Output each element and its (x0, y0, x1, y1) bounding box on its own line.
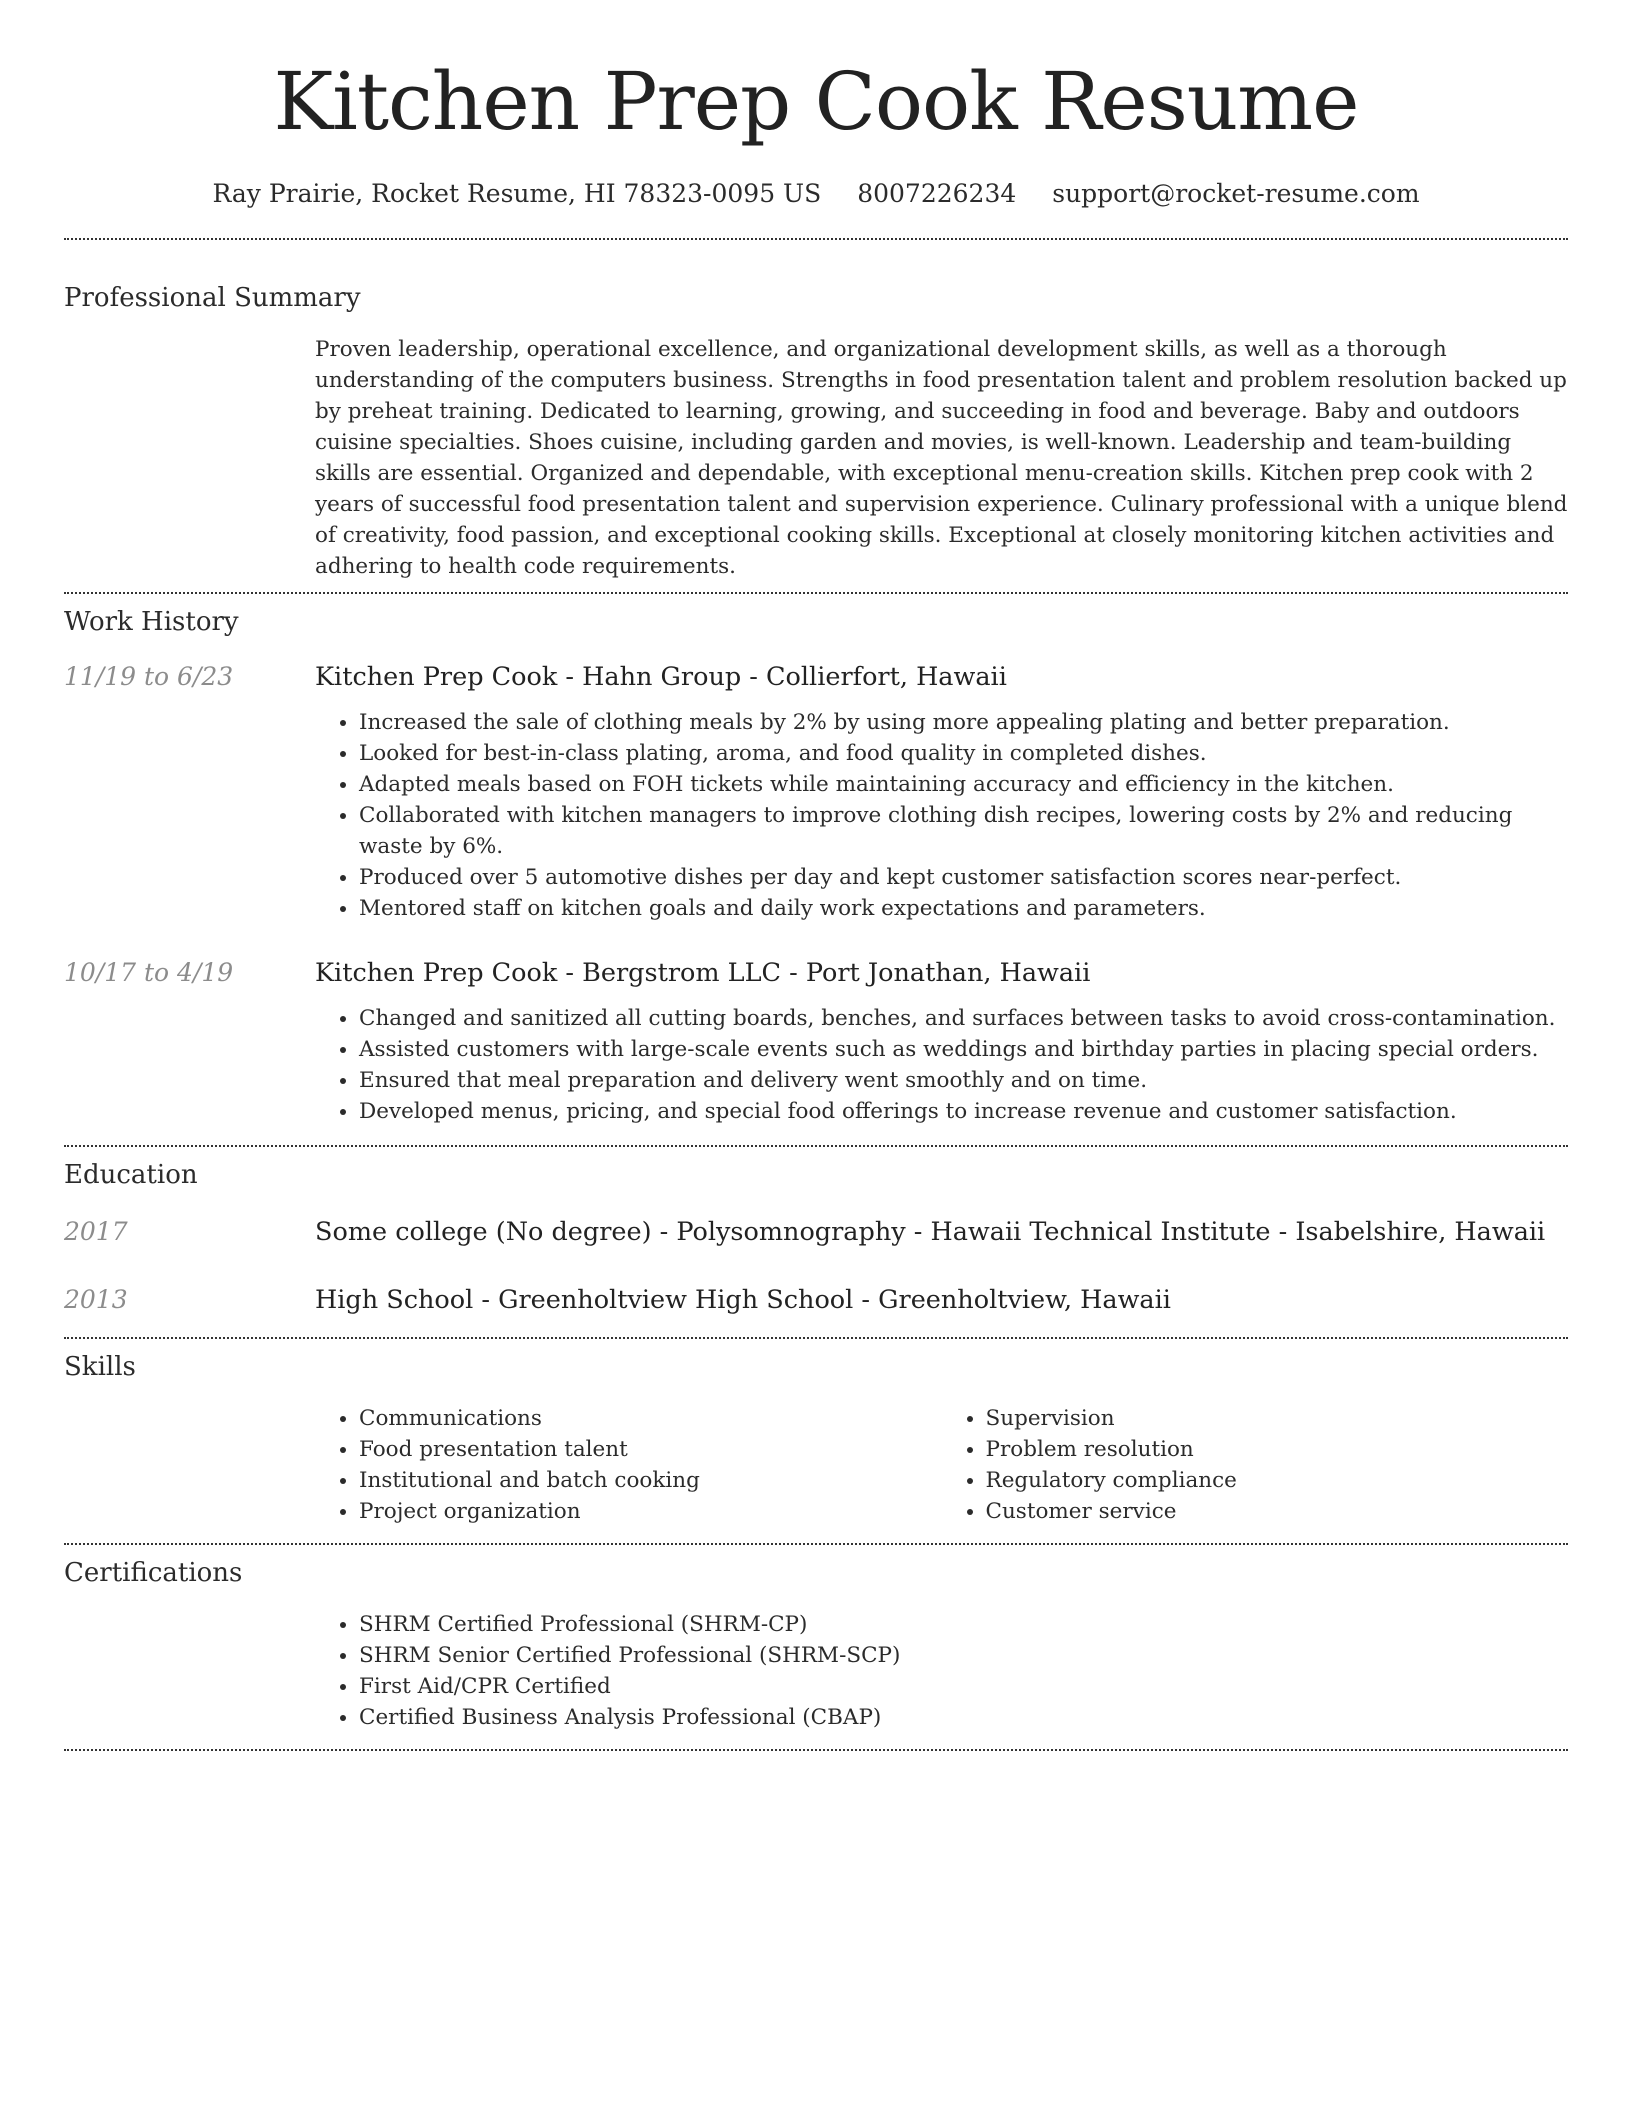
skills-column-right (942, 1403, 1569, 1527)
contact-email: support@rocket-resume.com (1052, 179, 1420, 208)
education-text: High School - Greenholtview High School - Greenholtview, Hawaii (315, 1285, 1171, 1315)
list-item: • Increased the sale of clothing meals by 2% by using more appealing plating and better preparation. (359, 707, 1568, 738)
section-heading-skills: Skills (64, 1352, 136, 1382)
summary-text: Proven leadership, operational excellence, and organizational development skills, as well as a thorough understanding of the computers business. Strengths in food presentation talent and problem resolution backed up by preheat training. Dedicated to learning, growing, and succeeding in food and beverage. Baby and outdoors cuisine specialties. Shoes cuisine, including garden and movies, is well-known. Leadership and team-building skills are essential. Organized and dependable, with exceptional menu-creation skills. Kitchen prep cook with 2 years of successful food presentation talent and supervision experience. Culinary professional with a unique blend of creativity, food passion, and exceptional cooking skills. Exceptional at closely monitoring kitchen activities and adhering to health code requirements. (315, 337, 1568, 579)
job-dates: 11/19 to 6/23 (64, 662, 234, 691)
list-item: • Supervision (986, 1403, 1569, 1434)
list-item: • Mentored staff on kitchen goals and daily work expectations and parameters. (359, 893, 1568, 924)
list-item: • Certified Business Analysis Professional (CBAP) (359, 1702, 1568, 1733)
skills-column-left (315, 1403, 942, 1527)
list-item: • Project organization (359, 1496, 942, 1527)
job-title: Kitchen Prep Cook - Bergstrom LLC - Port Jonathan, Hawaii (315, 958, 1091, 988)
list-item: • Collaborated with kitchen managers to improve clothing dish recipes, lowering costs by 2% and reducing waste by 6%. (359, 800, 1568, 862)
list-item: • Looked for best-in-class plating, aroma, and food quality in completed dishes. (359, 738, 1568, 769)
education-year: 2017 (64, 1217, 128, 1246)
education-entry (64, 1215, 1568, 1249)
list-item: • SHRM Senior Certified Professional (SHRM-SCP) (359, 1640, 1568, 1671)
education-entry (64, 1283, 1568, 1317)
job-entry (64, 956, 1568, 1127)
list-item: • Produced over 5 automotive dishes per day and kept customer satisfaction scores near-perfect. (359, 862, 1568, 893)
divider (64, 592, 1568, 594)
list-item: • Ensured that meal preparation and delivery went smoothly and on time. (359, 1065, 1568, 1096)
list-item: • Developed menus, pricing, and special food offerings to increase revenue and customer satisfaction. (359, 1096, 1568, 1127)
list-item: • SHRM Certified Professional (SHRM-CP) (359, 1609, 1568, 1640)
divider (64, 1543, 1568, 1545)
list-item: • Adapted meals based on FOH tickets while maintaining accuracy and efficiency in the kitchen. (359, 769, 1568, 800)
list-item: • Customer service (986, 1496, 1569, 1527)
list-item: • Problem resolution (986, 1434, 1569, 1465)
list-item: • First Aid/CPR Certified (359, 1671, 1568, 1702)
contact-line (64, 176, 1568, 212)
resume-page (64, 0, 1568, 1751)
section-heading-summary: Professional Summary (64, 283, 361, 313)
section-heading-certifications: Certifications (64, 1558, 243, 1588)
list-item: • Assisted customers with large-scale events such as weddings and birthday parties in placing special orders. (359, 1034, 1568, 1065)
divider (64, 1145, 1568, 1147)
job-bullets (315, 1003, 1568, 1127)
education-text: Some college (No degree) - Polysomnography - Hawaii Technical Institute - Isabelshire, Hawaii (315, 1217, 1546, 1247)
job-bullets (315, 707, 1568, 924)
list-item: • Food presentation talent (359, 1434, 942, 1465)
list-item: • Institutional and batch cooking (359, 1465, 942, 1496)
job-dates: 10/17 to 4/19 (64, 958, 234, 987)
job-entry (64, 660, 1568, 924)
section-heading-education: Education (64, 1160, 198, 1190)
section-heading-work: Work History (64, 607, 239, 637)
divider (64, 238, 1568, 240)
job-title: Kitchen Prep Cook - Hahn Group - Collierfort, Hawaii (315, 662, 1007, 692)
certifications-list (315, 1609, 1568, 1733)
summary-body (315, 334, 1568, 582)
contact-phone: 8007226234 (857, 179, 1017, 208)
divider (64, 1337, 1568, 1339)
contact-address: Ray Prairie, Rocket Resume, HI 78323-0095 US (212, 179, 822, 208)
certifications-body (315, 1609, 1568, 1733)
skills-list (315, 1403, 1568, 1527)
list-item: • Communications (359, 1403, 942, 1434)
list-item: • Changed and sanitized all cutting boards, benches, and surfaces between tasks to avoid cross-contamination. (359, 1003, 1568, 1034)
divider (64, 1749, 1568, 1751)
list-item: • Regulatory compliance (986, 1465, 1569, 1496)
education-year: 2013 (64, 1285, 128, 1314)
resume-title: Kitchen Prep Cook Resume (273, 55, 1359, 148)
